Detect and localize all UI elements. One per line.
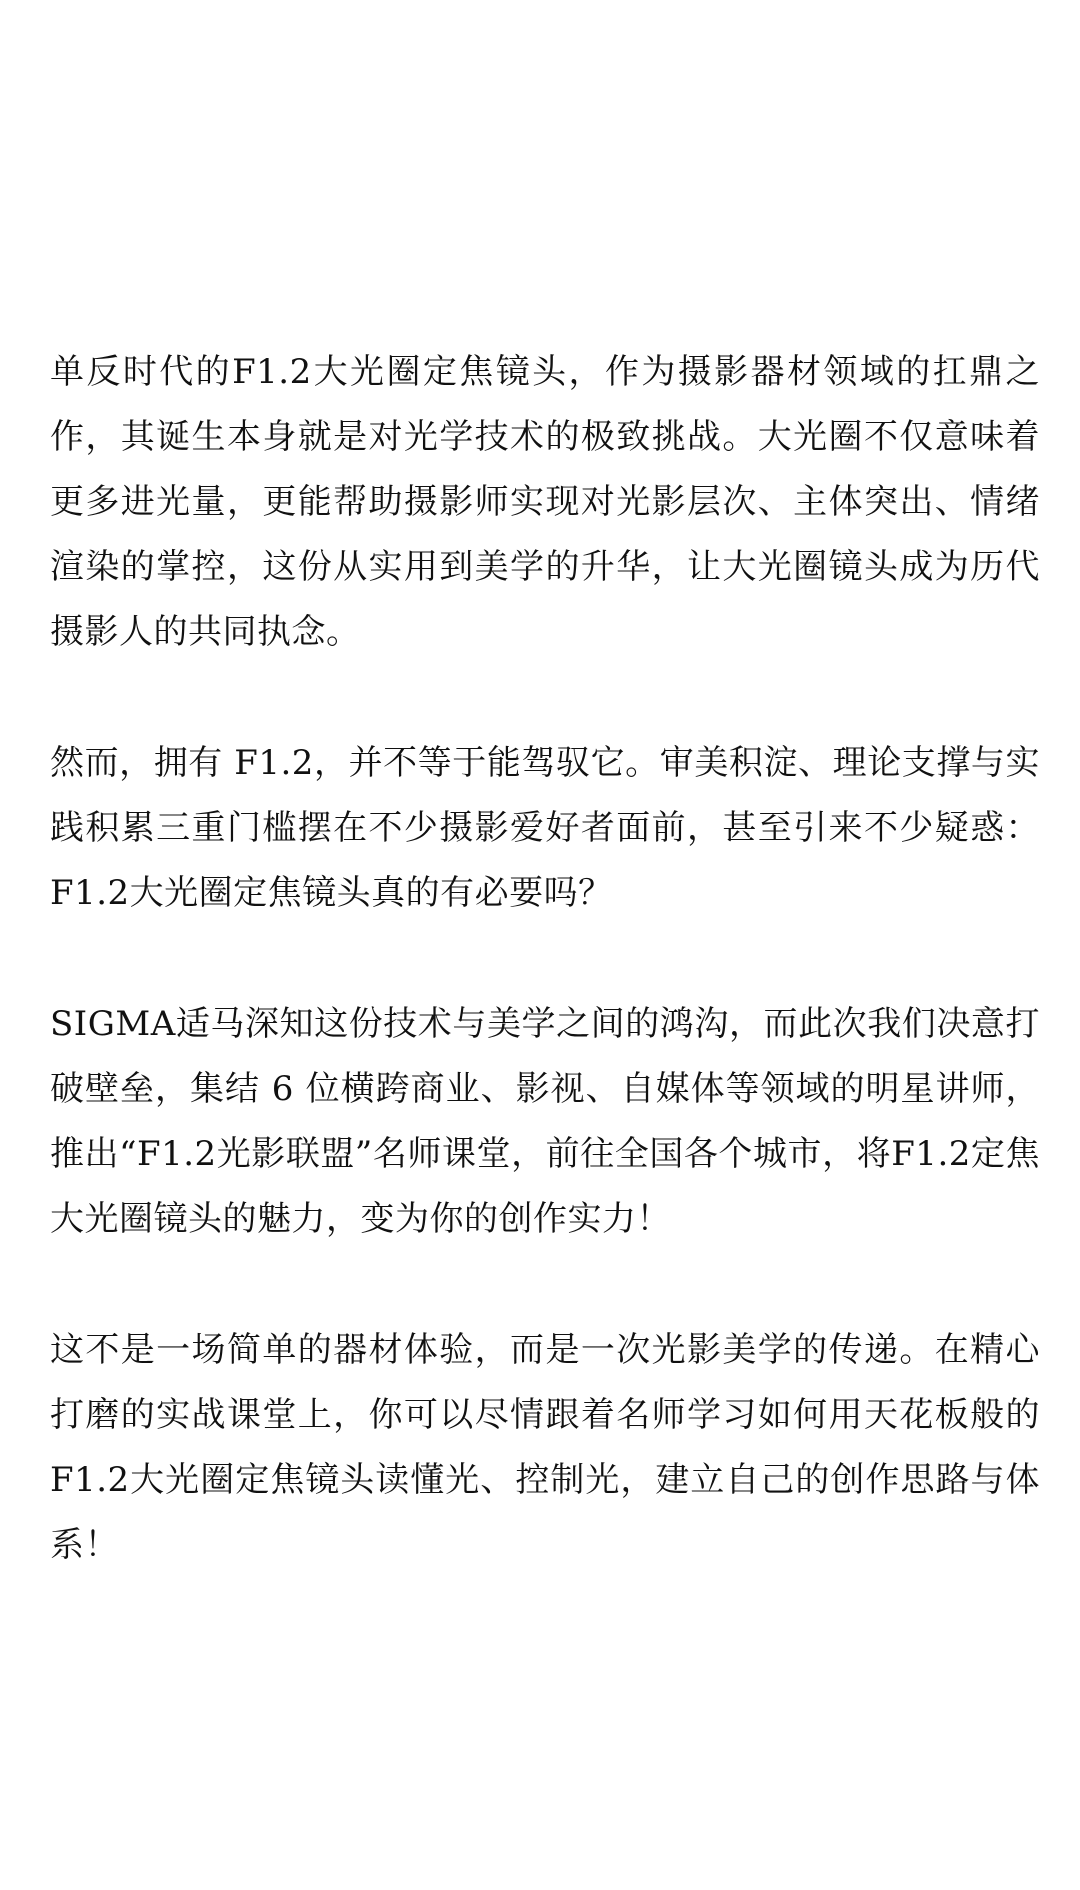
paragraph-challenge: 然而，拥有 F1.2，并不等于能驾驭它。审美积淀、理论支撑与实践积累三重门槛摆在不少摄影爱好者面前，甚至引来不少疑惑：F1.2大光圈定焦镜头真的有必要吗？ <box>50 743 1040 913</box>
paragraph-sigma-course: SIGMA适马深知这份技术与美学之间的鸿沟，而此次我们决意打破壁垒，集结 6 位横跨商业、影视、自媒体等领域的明星讲师，推出“F1.2光影联盟”名师课堂，前往全国各个城市，将F1.2定焦大光圈镜头的魅力，变为你的创作实力！ <box>50 1004 1040 1239</box>
paragraph-f12-history: 单反时代的F1.2大光圈定焦镜头，作为摄影器材领域的扛鼎之作，其诞生本身就是对光学技术的极致挑战。大光圈不仅意味着更多进光量，更能帮助摄影师实现对光影层次、主体突出、情绪渲染的掌控，这份从实用到美学的升华，让大光圈镜头成为历代摄影人的共同执念。 <box>50 352 1040 652</box>
article-body <box>50 340 1040 1644</box>
paragraph-course-experience: 这不是一场简单的器材体验，而是一次光影美学的传递。在精心打磨的实战课堂上，你可以尽情跟着名师学习如何用天花板般的F1.2大光圈定焦镜头读懂光、控制光，建立自己的创作思路与体系！ <box>50 1330 1040 1565</box>
